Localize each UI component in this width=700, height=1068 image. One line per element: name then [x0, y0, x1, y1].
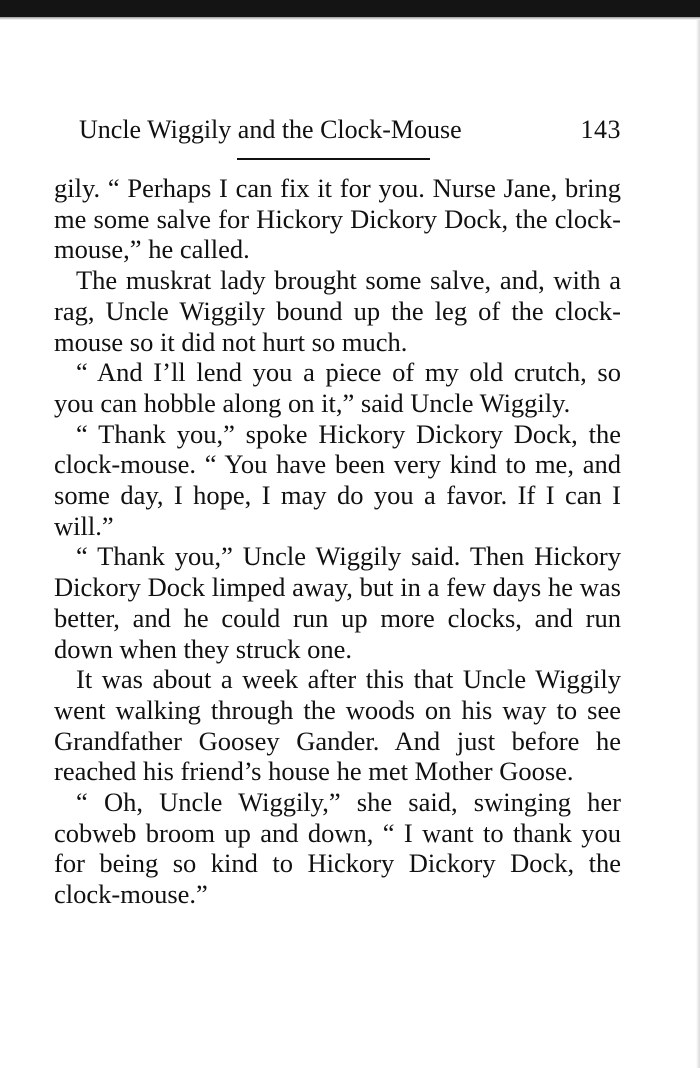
paragraph: “ Thank you,” spoke Hickory Dickory Dock, the clock-mouse. “ You have been very kind to me, and some day, I hope, I may do you a favor. If I can I will.”	[54, 418, 621, 541]
header-rule	[237, 158, 430, 160]
running-head-title: Uncle Wiggily and the Clock-Mouse	[79, 115, 462, 144]
paragraph-continuation: gily. “ Perhaps I can fix it for you. Nurse Jane, bring me some salve for Hickory Dickory Dock, the clock-mouse,” he called.	[54, 173, 621, 265]
paragraph: “ And I’ll lend you a piece of my old crutch, so you can hobble along on it,” said Uncle Wiggily.	[54, 357, 621, 418]
page-number: 143	[580, 115, 621, 144]
scan-top-shadow	[0, 17, 700, 20]
scan-top-border	[0, 0, 700, 17]
paragraph: It was about a week after this that Uncle Wiggily went walking through the woods on his way to see Grandfather Goosey Gander. And just before he reached his friend’s house he met Mother Goose.	[54, 664, 621, 787]
body-text	[54, 173, 621, 910]
page-right-edge	[696, 20, 700, 1068]
paragraph: “ Thank you,” Uncle Wiggily said. Then Hickory Dickory Dock limped away, but in a few days he was better, and he could run up more clocks, and run down when they struck one.	[54, 541, 621, 664]
paragraph: The muskrat lady brought some salve, and, with a rag, Uncle Wiggily bound up the leg of the clock-mouse so it did not hurt so much.	[54, 265, 621, 357]
paragraph: “ Oh, Uncle Wiggily,” she said, swinging her cobweb broom up and down, “ I want to thank you for being so kind to Hickory Dickory Dock, the clock-mouse.”	[54, 787, 621, 910]
running-head	[79, 112, 621, 148]
